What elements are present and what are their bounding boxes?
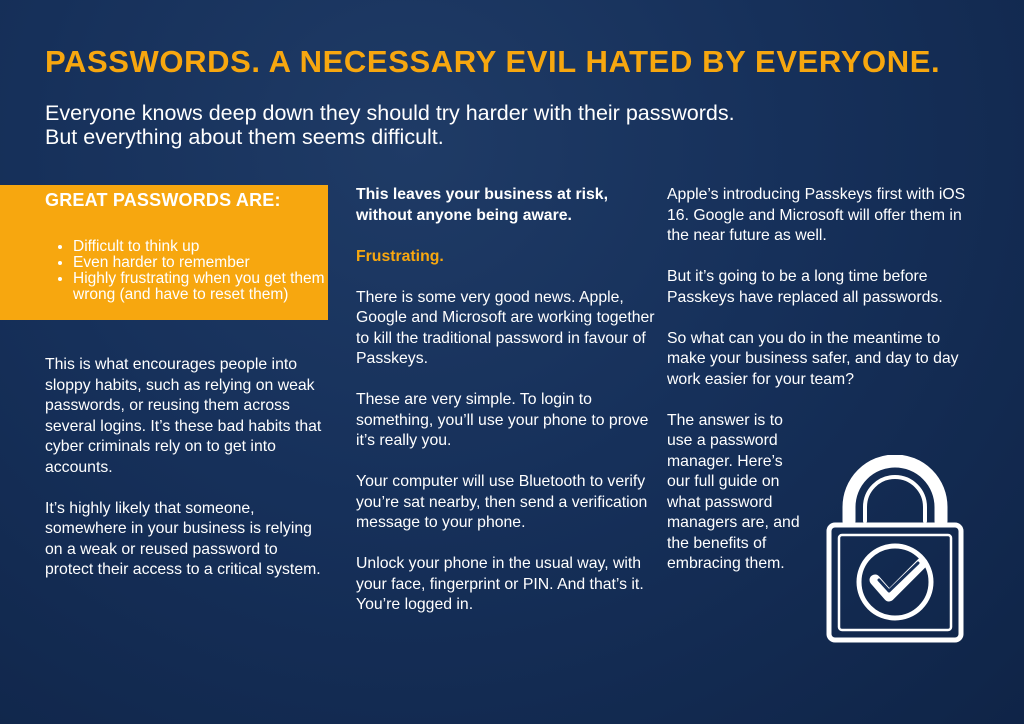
paragraph: The answer is to use a password manager. Here’s our full guide on what password managers are, and the benefits of embracing them. <box>667 411 800 572</box>
page-subtitle <box>45 101 735 149</box>
page-title: PASSWORDS. A NECESSARY EVIL HATED BY EVERYONE. <box>45 44 941 79</box>
paragraph: It’s highly likely that someone, somewhere in your business is relying on a weak or reused password to protect their access to a critical system. <box>45 499 321 578</box>
callout-list-item: • Difficult to think up <box>73 239 328 255</box>
column-2 <box>356 185 661 636</box>
padlock-check-icon <box>823 455 968 645</box>
column-1 <box>45 355 325 601</box>
paragraph: Your computer will use Bluetooth to verify you’re sat nearby, then send a verification message to your phone. <box>356 473 648 531</box>
subtitle-line-2: But everything about them seems difficult. <box>45 125 444 149</box>
callout-list-item: • Even harder to remember <box>73 255 328 271</box>
paragraph: This is what encourages people into sloppy habits, such as relying on weak passwords, or reusing them across several logins. It’s these bad habits that cyber criminals rely on to get into accounts. <box>45 356 322 476</box>
paragraph: Apple’s introducing Passkeys first with iOS 16. Google and Microsoft will offer them in the near future as well. <box>667 186 966 244</box>
callout-heading: GREAT PASSWORDS ARE: <box>45 190 281 210</box>
callout-list <box>45 239 328 303</box>
paragraph: But it’s going to be a long time before Passkeys have replaced all passwords. <box>667 268 943 306</box>
accent-heading: Frustrating. <box>356 247 444 265</box>
paragraph: These are very simple. To login to something, you’ll use your phone to prove it’s really you. <box>356 391 649 449</box>
lead-paragraph: This leaves your business at risk, without anyone being aware. <box>356 186 608 224</box>
callout-list-item: • Highly frustrating when you get them wrong (and have to reset them) <box>73 271 328 303</box>
paragraph: So what can you do in the meantime to make your business safer, and day to day work easier for your team? <box>667 329 959 388</box>
paragraph: Unlock your phone in the usual way, with your face, fingerprint or PIN. And that’s it. You’re logged in. <box>356 555 644 613</box>
great-passwords-callout <box>0 185 328 320</box>
paragraph: There is some very good news. Apple, Google and Microsoft are working together to kill the traditional password in favour of Passkeys. <box>356 288 655 367</box>
subtitle-line-1: Everyone knows deep down they should try harder with their passwords. <box>45 101 735 125</box>
